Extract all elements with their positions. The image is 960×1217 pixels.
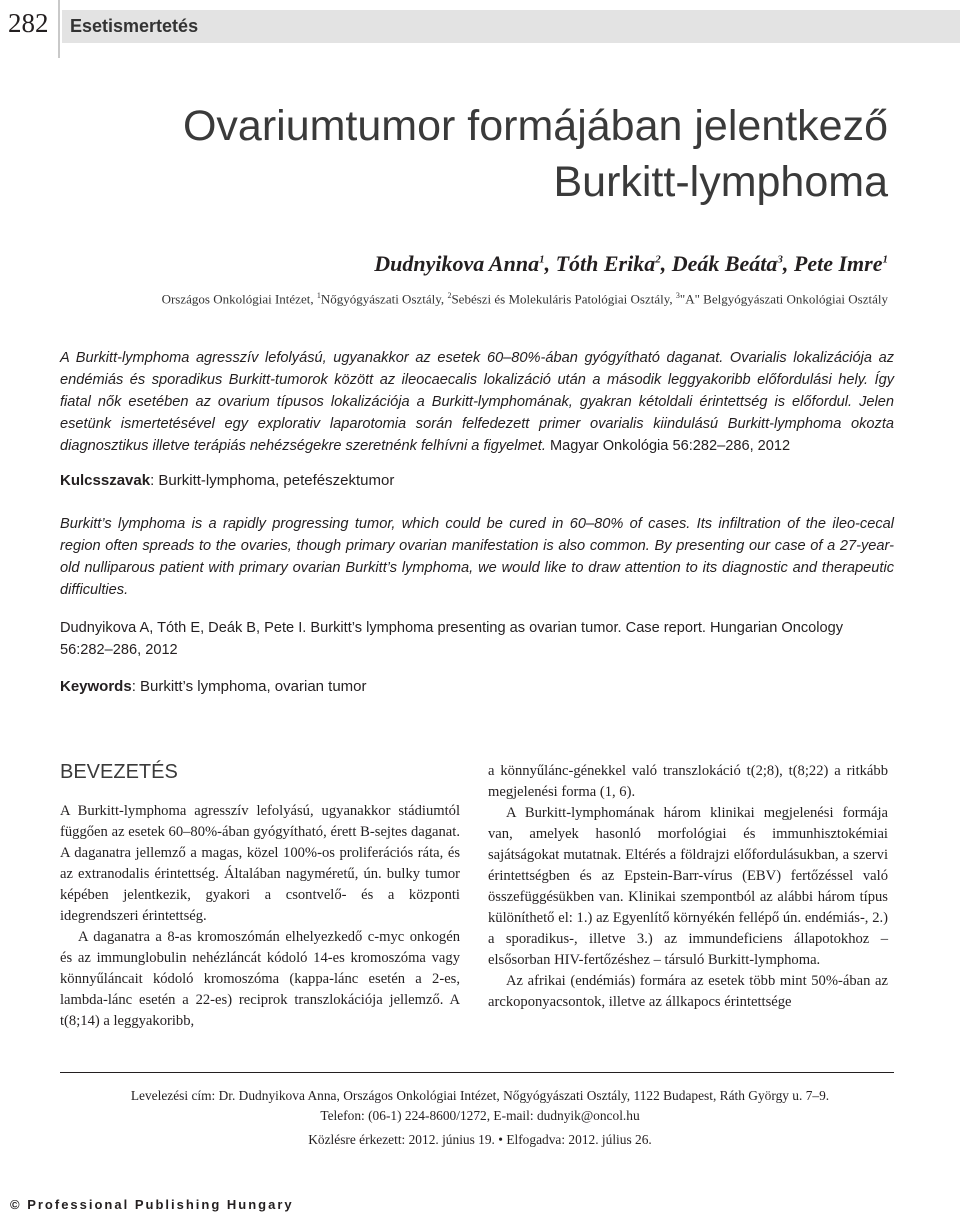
abstract-hu-text: A Burkitt-lymphoma agresszív lefolyású, ugyanakkor az esetek 60–80%-ában gyógyítható daganat. Ovarialis lokalizációja az endémiás és sporadikus Burkitt-tumorok között az ileocaecalis lokalizáció után a második leggyakoribb előfordulási hely. Így fiatal nők esetében az ovarium típusos lokalizációja a Burkitt-lymphomának, gyakran kétoldali érintettség is előfordul. Jelen esetünk ismertetésével egy explorativ laparotomia során felfedezett primer ovarialis kiindulású Burkitt-lymphoma okozta diagnosztikus illetve terápiás nehézségekre szeretnénk felhívni a figyelmet.	[60, 350, 894, 454]
paragraph: A Burkitt-lymphoma agresszív lefolyású, ugyanakkor stádiumtól függően az esetek 60–80%-ában gyógyítható, érett B-sejtes daganat. A daganatra jellemző a magas, közel 100%-os proliferációs ráta, és az extranodalis érintettség. Általában nagyméretű, ún. bulky tumor képében jelentkezik, gyakori a csontvelő- és a központi idegrendszeri érintettség.	[60, 803, 460, 924]
keywords-hu-text: : Burkitt-lymphoma, petefészektumor	[150, 472, 395, 489]
paragraph: A Burkitt-lymphomának három klinikai megjelenési formája van, amelyek hasonló morfológiai és immunhisztokémiai sajátságokat mutatnak. Eltérés a földrajzi előfordulásukban, a szervi érintettségben és az Epstein-Barr-vírus (EBV) fertőzéssel való összefüggésükben van. Klinikai szempontból az alábbi három típus különíthető el: 1.) az Egyenlítő környékén fellépő ún. endémiás-, 2.) a sporadikus-, illetve 3.) az immundeficiens állapotokhoz – elsősorban HIV-fertőzéshez – társuló Burkitt-lymphoma.	[488, 805, 888, 968]
body-column-left	[60, 801, 460, 1032]
keywords-hungarian	[60, 472, 394, 489]
article-title	[68, 98, 888, 210]
affiliations	[162, 291, 888, 307]
author-name: Pete Imre	[793, 251, 883, 276]
affiliation-2: Sebészi és Molekuláris Patológiai Osztály,	[451, 291, 676, 307]
author-list	[374, 251, 888, 277]
page-number: 282	[8, 8, 49, 38]
running-header	[0, 0, 960, 52]
correspondence-block	[0, 1086, 960, 1126]
affiliation-3: "A" Belgyógyászati Onkológiai Osztály	[679, 291, 888, 307]
author-name: Deák Beáta	[671, 251, 778, 276]
keywords-english	[60, 678, 367, 695]
received-date: Közlésre érkezett: 2012. június 19.	[308, 1132, 495, 1147]
affiliation-mark: 3	[675, 291, 680, 300]
affiliation-1: Nőgyógyászati Osztály,	[320, 291, 448, 307]
bullet-separator: •	[498, 1132, 503, 1147]
citation-english: Dudnyikova A, Tóth E, Deák B, Pete I. Burkitt’s lymphoma presenting as ovarian tumor. Case report. Hungarian Oncology 56:282–286, 2012	[60, 620, 844, 658]
footer-divider	[60, 1072, 894, 1073]
paragraph: Az afrikai (endémiás) formára az esetek több mint 50%-ában az arckoponyacsontok, illetve az állkapocs érintettsége	[488, 973, 888, 1010]
author-name: Tóth Erika	[555, 251, 656, 276]
copyright-notice: © Professional Publishing Hungary	[10, 1197, 294, 1212]
author-separator: ,	[782, 251, 794, 276]
keywords-hu-label: Kulcsszavak	[60, 472, 151, 489]
abstract-hu-citation: Magyar Onkológia 56:282–286, 2012	[549, 438, 791, 454]
affiliation-mark: 1	[316, 291, 321, 300]
affiliation-mark: 2	[447, 291, 452, 300]
author-affiliation-mark: 2	[655, 253, 661, 266]
accepted-date: Elfogadva: 2012. július 26.	[506, 1132, 652, 1147]
title-line-2: Burkitt-lymphoma	[553, 158, 888, 206]
author-separator: ,	[660, 251, 672, 276]
section-heading: BEVEZETÉS	[60, 761, 178, 783]
section-label: Esetismertetés	[70, 16, 199, 36]
section-band	[62, 10, 960, 43]
abstract-english: Burkitt’s lymphoma is a rapidly progressing tumor, which could be cured in 60–80% of cases. Its infiltration of the ileo-cecal region often spreads to the ovaries, though primary ovarian manifestation is also common. By presenting our case of a 27-year-old nulliparous patient with primary ovarian Burkitt’s lymphoma, we would like to draw attention to its diagnostic and therapeutic difficulties.	[60, 516, 894, 598]
keywords-en-text: : Burkitt’s lymphoma, ovarian tumor	[131, 678, 367, 695]
correspondence-contact: Telefon: (06-1) 224-8600/1272, E-mail: dudnyik@oncol.hu	[320, 1108, 640, 1123]
author-separator: ,	[544, 251, 556, 276]
paragraph: A daganatra a 8-as kromoszómán elhelyezkedő c-myc onkogén és az immunglobulin nehézláncát kódoló 14-es kromoszóma vagy könnyűláncait kódoló kromoszóma (kappa-lánc esetén a 2-es, lambda-lánc esetén a 22-es) reciprok transzlokációja jellemző. A t(8;14) a leggyakoribb,	[60, 929, 460, 1029]
keywords-en-label: Keywords	[60, 678, 132, 695]
author-affiliation-mark: 1	[539, 253, 545, 266]
header-divider	[58, 0, 60, 58]
correspondence-address: Levelezési cím: Dr. Dudnyikova Anna, Országos Onkológiai Intézet, Nőgyógyászati Osztály, 1122 Budapest, Ráth György u. 7–9.	[130, 1088, 830, 1103]
author-affiliation-mark: 3	[777, 253, 783, 266]
abstract-hungarian	[60, 347, 894, 457]
author-name: Dudnyikova Anna	[374, 251, 540, 276]
paragraph: a könnyűlánc-génekkel való transzlokáció t(2;8), t(8;22) a ritkább megjelenési forma (1, 6).	[488, 763, 888, 800]
author-affiliation-mark: 1	[882, 253, 888, 266]
title-line-1: Ovariumtumor formájában jelentkező	[182, 102, 888, 150]
affiliation-prefix: Országos Onkológiai Intézet,	[161, 291, 317, 307]
publication-dates	[0, 1132, 960, 1148]
body-column-right	[488, 761, 888, 1013]
